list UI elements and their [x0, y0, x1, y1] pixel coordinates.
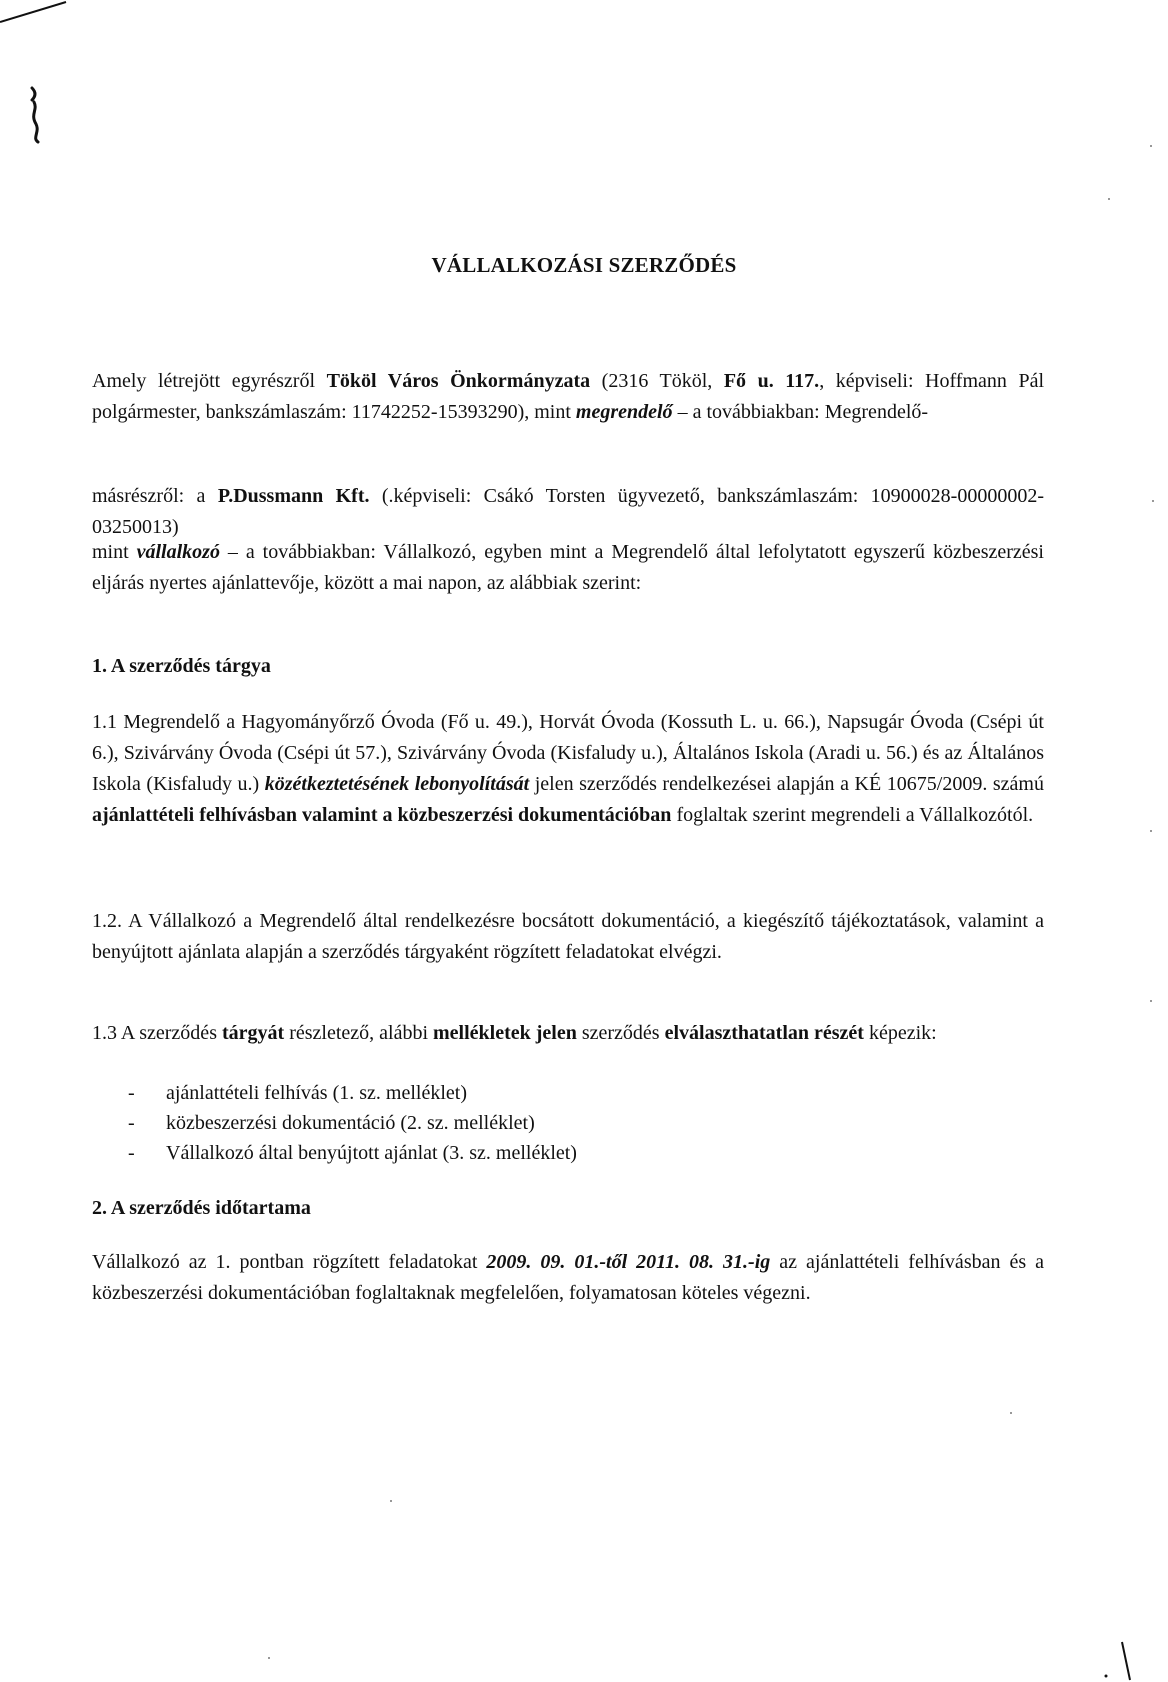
list-item — [92, 1138, 992, 1168]
section-2-heading: 2. A szerződés időtartama — [92, 1197, 311, 1219]
client-name: Tököl Város Önkormányzata — [326, 370, 591, 392]
scan-corner-line — [0, 0, 70, 30]
list-item-text: közbeszerzési dokumentáció (2. sz. melléklet) — [166, 1112, 535, 1134]
list-dash: - — [128, 1112, 135, 1134]
scan-speck — [390, 1500, 392, 1502]
list-dash: - — [128, 1142, 135, 1164]
scan-speck — [1152, 500, 1154, 502]
text-run: (2316 Tököl, — [590, 370, 724, 392]
paragraph-1-2: 1.2. A Vállalkozó a Megrendelő által rendelkezésre bocsátott dokumentáció, a kiegészítő tájékoztatások, valamint a benyújtott ajánlata alapján a szerződés tárgyaként rögzített feladatokat elvégzi. — [92, 910, 1044, 963]
document-title: VÁLLALKOZÁSI SZERZŐDÉS — [431, 253, 737, 277]
list-item-text: ajánlattételi felhívás (1. sz. melléklet) — [166, 1082, 467, 1104]
scan-speck — [268, 1657, 270, 1659]
text-run: foglaltak szerint megrendeli a Vállalkozótól. — [671, 804, 1034, 826]
bold-text: tárgyát — [221, 1022, 285, 1044]
text-run: 1.1 Megrendelő a Hagyományőrző — [92, 711, 382, 733]
scan-speck — [1150, 1000, 1152, 1002]
text-run: jelen szerződés rendelkezései alapján a KÉ 10675/2009. számú — [529, 773, 1044, 795]
handwritten-mark — [26, 84, 50, 144]
section-1-heading: 1. A szerződés tárgya — [92, 655, 271, 677]
contractor-role: vállalkozó — [136, 541, 220, 563]
list-item-text: Vállalkozó által benyújtott ajánlat (3. sz. melléklet) — [166, 1142, 577, 1164]
text-run: másrészről: a — [92, 485, 218, 507]
scan-speck — [1150, 145, 1152, 147]
scan-speck — [1010, 1412, 1012, 1414]
bold-text: mellékletek jelen — [433, 1022, 577, 1044]
scan-speck — [1150, 830, 1152, 832]
text-run: Amely létrejött egyrészről — [92, 370, 327, 392]
intro-paragraph-contractor — [92, 481, 1044, 543]
client-role: megrendelő — [575, 401, 673, 423]
text-run: részletező, alábbi — [284, 1022, 433, 1044]
contract-dates: 2009. 09. 01.-től 2011. 08. 31.-ig — [486, 1251, 771, 1273]
text-run: mint — [92, 541, 137, 563]
text-run: 1.3 A szerződés — [92, 1022, 222, 1044]
intro-paragraph-role — [92, 537, 1044, 599]
client-address: Fő u. 117. — [723, 370, 820, 392]
text-run: – a továbbiakban: Megrendelő- — [672, 401, 929, 423]
list-dash: - — [128, 1082, 135, 1104]
text-run: Vállalkozó az 1. pontban rögzített feladatokat — [92, 1251, 487, 1273]
list-item — [92, 1078, 992, 1108]
text-run: , képviseli: Hoffmann Pál polgármester, bankszámlaszám: 11742252-15393290), mint — [92, 370, 1045, 423]
scan-corner-stroke — [1100, 1640, 1140, 1682]
text-run: szerződés — [576, 1022, 665, 1044]
text-run: Óvoda (Fő u. 49.), Horvát Óvoda (Kossuth L. u. 66.), Napsugár Óvoda (Csépi út 6.), Szivárvány Óvoda (Csépi út 57.), Szivárvány Óvoda (Kisfaludy u.), Általános Iskola (Aradi u. 56.) és az Általános Iskola (Kisfaludy u.) — [92, 711, 1044, 795]
list-item — [92, 1108, 992, 1138]
attachments-list — [92, 1078, 992, 1168]
contractor-name: P.Dussmann Kft. — [217, 485, 370, 507]
bold-text: ajánlattételi felhívásban valamint a közbeszerzési dokumentációban — [92, 804, 672, 826]
intro-paragraph-client — [92, 366, 1044, 428]
paragraph-2 — [92, 1247, 1044, 1309]
text-run: – a továbbiakban: Vállalkozó, egyben mint a Megrendelő által lefolytatott egyszerű közbeszerzési eljárás nyertes ajánlattevője, között a mai napon, az alábbiak szerint: — [92, 541, 1044, 594]
text-run: képezik: — [863, 1022, 937, 1044]
text-run: (.képviseli: Csákó Torsten ügyvezető, bankszámlaszám: 10900028-00000002-03250013) — [92, 485, 1045, 538]
scan-speck — [1108, 198, 1110, 200]
paragraph-1-1 — [92, 707, 1044, 831]
text-run: az ajánlattételi felhívásban és a közbeszerzési dokumentációban foglaltaknak megfelelően, folyamatosan köteles végezni. — [92, 1251, 1045, 1304]
paragraph-1-3 — [92, 1018, 1044, 1049]
emphasis-text: közétkeztetésének lebonyolítását — [264, 773, 530, 795]
bold-text: elválaszthatatlan részét — [664, 1022, 864, 1044]
